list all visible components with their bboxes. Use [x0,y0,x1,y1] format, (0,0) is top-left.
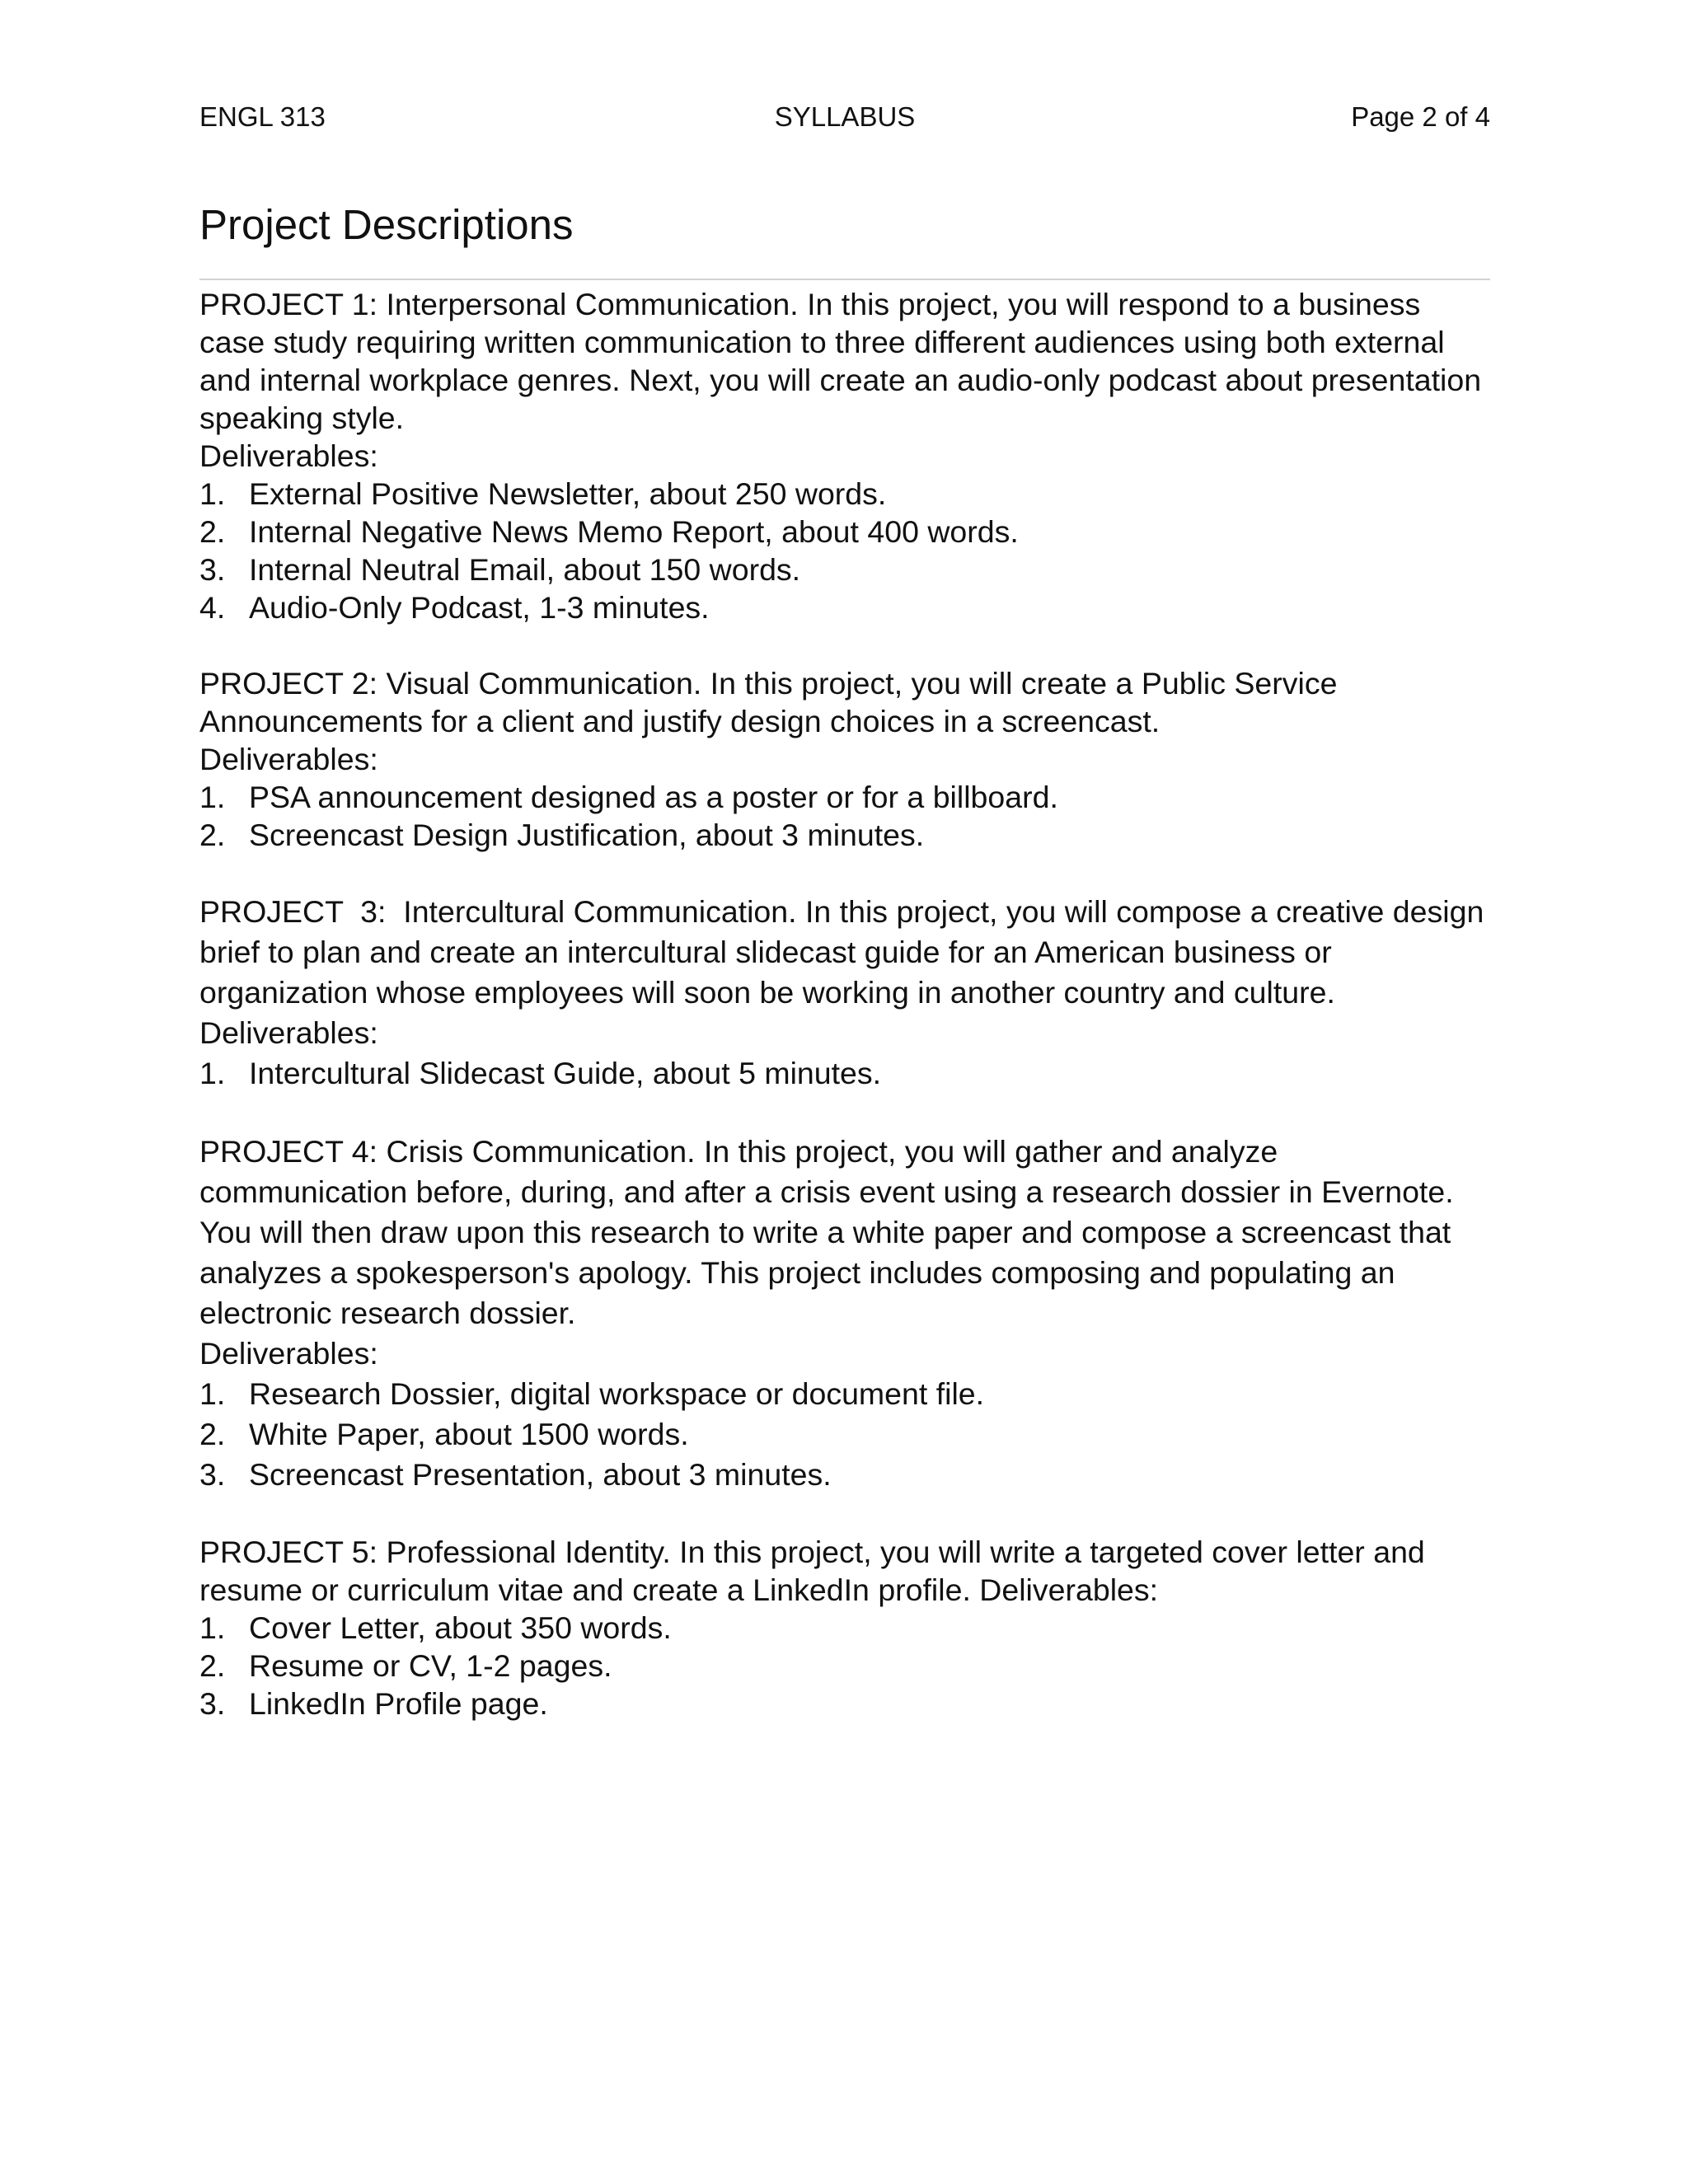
project-1 [199,285,1490,626]
project-2 [199,664,1490,854]
page-number: Page 2 of 4 [1351,101,1490,132]
course-code: ENGL 313 [199,101,326,132]
item-text: White Paper, about 1500 words. [249,1417,689,1451]
deliverable-item [199,1374,1490,1414]
item-number: 2. [199,514,226,549]
item-text: Research Dossier, digital workspace or document file. [249,1376,985,1411]
deliverables-label: Deliverables: [199,1336,378,1371]
title-divider [199,279,1490,280]
project-3 [199,892,1493,1094]
deliverable-item [199,816,1490,854]
item-number: 2. [199,1648,226,1683]
deliverable-item [199,1455,1490,1495]
deliverable-item [199,778,1490,816]
spacer [199,854,1490,892]
item-text: LinkedIn Profile page. [249,1686,548,1721]
project-list [199,285,1493,1722]
deliverable-item [199,1609,1490,1647]
project-5 [199,1533,1490,1722]
item-number: 1. [199,1376,226,1411]
project-description: PROJECT 3: Intercultural Communication. In this project, you will compose a creative design brief to plan and create an intercultural slidecast guide for an American business or organization whose employees will soon be working in another country and culture. [199,894,1493,1010]
deliverable-item [199,588,1490,626]
deliverables-list [199,475,1490,626]
item-number: 3. [199,1457,226,1492]
project-description: PROJECT 5: Professional Identity. In this project, you will write a targeted cover letter and resume or curriculum vitae and create a LinkedIn profile. Deliverables: [199,1535,1425,1607]
deliverable-item [199,1414,1490,1455]
page-header [199,97,1490,137]
deliverables-label: Deliverables: [199,742,378,776]
spacer [199,1094,1490,1132]
deliverables-label: Deliverables: [199,1015,378,1050]
item-number: 2. [199,1417,226,1451]
project-description: PROJECT 2: Visual Communication. In this project, you will create a Public Service Announcements for a client and justify design choices in a screencast. [199,666,1338,738]
item-number: 1. [199,476,226,511]
item-number: 3. [199,1686,226,1721]
project-description: PROJECT 1: Interpersonal Communication. In this project, you will respond to a business case study requiring written communication to three different audiences using both external and internal workplace genres. Next, you will create an audio-only podcast about presentation speaking style. [199,287,1482,435]
deliverables-list [199,778,1490,854]
deliverable-item [199,475,1490,513]
project-4 [199,1132,1490,1495]
document-type: SYLLABUS [774,101,916,132]
item-text: PSA announcement designed as a poster or for a billboard. [249,780,1058,814]
item-text: Screencast Presentation, about 3 minutes. [249,1457,832,1492]
item-number: 1. [199,1610,226,1645]
deliverable-item [199,1053,1490,1094]
project-description: PROJECT 4: Crisis Communication. In this project, you will gather and analyze communication before, during, and after a crisis event using a research dossier in Evernote. You will then draw upon this research to write a white paper and compose a screencast that analyzes a spokesperson's apology. This project includes composing and populating an electronic research dossier. [199,1134,1454,1330]
deliverable-item [199,1685,1490,1722]
item-text: Internal Neutral Email, about 150 words. [249,552,801,587]
deliverable-item [199,513,1490,551]
deliverables-list [199,1374,1490,1495]
item-number: 4. [199,590,226,625]
deliverable-item [199,551,1490,588]
item-number: 1. [199,780,226,814]
deliverable-item [199,1647,1490,1685]
deliverables-list [199,1609,1490,1722]
item-number: 1. [199,1056,226,1090]
item-text: Internal Negative News Memo Report, about 400 words. [249,514,1019,549]
item-text: Audio-Only Podcast, 1-3 minutes. [249,590,710,625]
page-title: Project Descriptions [199,201,574,248]
item-number: 3. [199,552,226,587]
item-text: Screencast Design Justification, about 3 minutes. [249,818,925,852]
spacer [199,1495,1490,1533]
item-number: 2. [199,818,226,852]
item-text: Cover Letter, about 350 words. [249,1610,672,1645]
item-text: External Positive Newsletter, about 250 words. [249,476,887,511]
deliverables-list [199,1053,1490,1094]
spacer [199,626,1490,664]
item-text: Resume or CV, 1-2 pages. [249,1648,612,1683]
deliverables-label: Deliverables: [199,438,378,473]
item-text: Intercultural Slidecast Guide, about 5 minutes. [249,1056,882,1090]
